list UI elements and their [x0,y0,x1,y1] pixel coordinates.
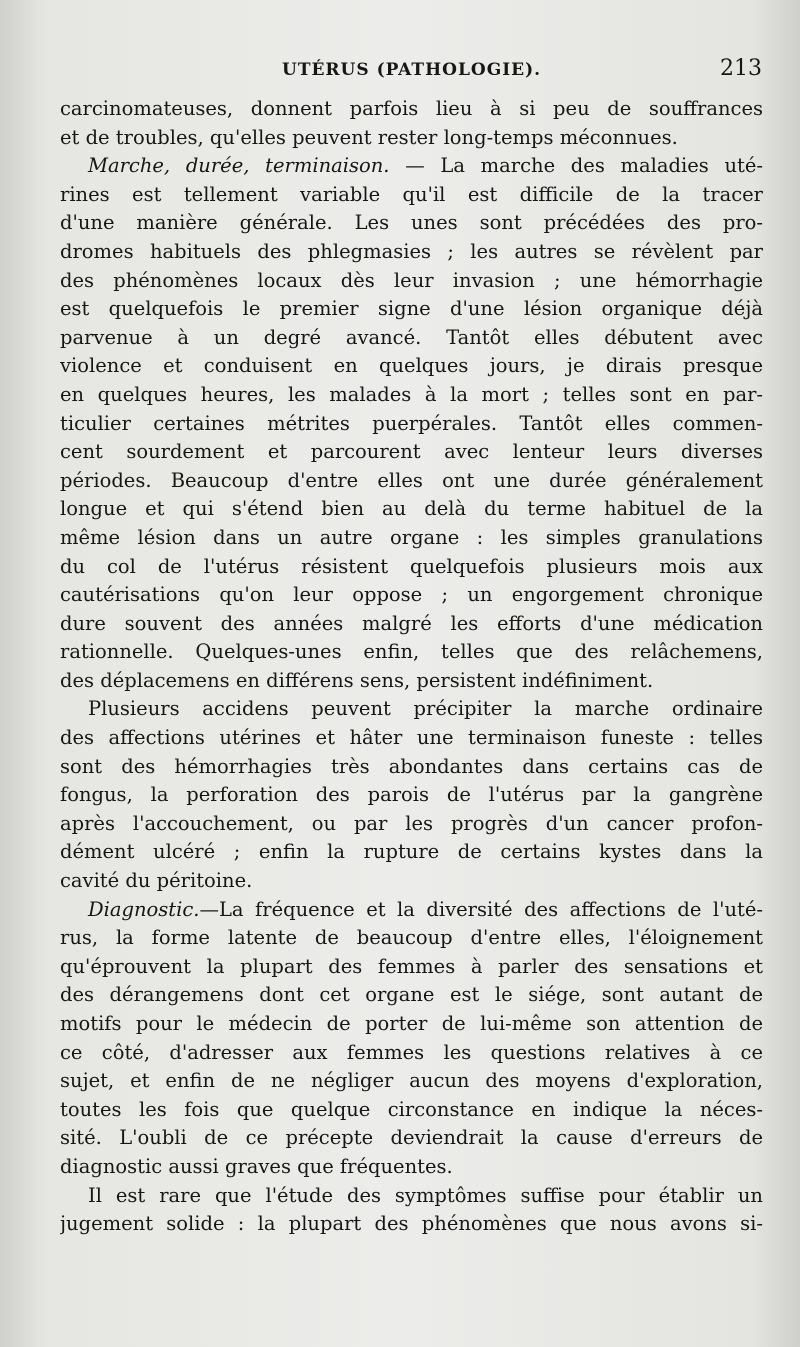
text-line: sont des hémorrhagies très abondantes dans certains cas de [60,754,763,778]
page-number: 213 [720,56,762,81]
text-line: rines est tellement variable qu'il est difficile de la tracer [60,182,763,206]
text-line: rationnelle. Quelques-unes enfin, telles que des relâchemens, [60,640,763,664]
text-line: sujet, et enfin de ne négliger aucun des moyens d'exploration, [60,1069,763,1093]
text-line: violence et conduisent en quelques jours, je dirais presque [60,354,763,378]
section-heading-diagnostic: Diagnostic. [88,897,200,921]
text-line: est quelquefois le premier signe d'une lésion organique déjà [60,297,763,321]
text-line [60,152,763,181]
text-line: cent sourdement et parcourent avec lenteur leurs diverses [60,440,763,464]
text-line: rus, la forme latente de beaucoup d'entre elles, l'éloignement [60,926,763,950]
text-line: en quelques heures, les malades à la mort ; telles sont en par- [60,382,763,406]
text-line: cautérisations qu'on leur oppose ; un engorgement chronique [60,583,763,607]
text-line: des déplacemens en différens sens, persistent indéfiniment. [60,668,654,692]
text-line: même lésion dans un autre organe : les simples granulations [60,525,763,549]
body-text [60,95,763,1239]
text-line: dément ulcéré ; enfin la rupture de certains kystes dans la [60,840,763,864]
text-line: dure souvent des années malgré les efforts d'une médication [60,611,763,635]
text-line: longue et qui s'étend bien au delà du terme habituel de la [60,497,763,521]
text-line: ticulier certaines métrites puerpérales. Tantôt elles commen- [60,411,763,435]
text-line: du col de l'utérus résistent quelquefois plusieurs mois aux [60,554,763,578]
text-line: des dérangemens dont cet organe est le siége, sont autant de [60,983,763,1007]
section-heading-marche: Marche, durée, terminaison. [88,154,390,178]
text-line: qu'éprouvent la plupart des femmes à parler des sensations et [60,954,763,978]
text-line: Plusieurs accidens peuvent précipiter la marche ordinaire [88,697,763,721]
text-line: périodes. Beaucoup d'entre elles ont une durée généralement [60,468,763,492]
text-line: parvenue à un degré avancé. Tantôt elles débutent avec [60,325,763,349]
text-line: motifs pour le médecin de porter de lui-même son attention de [60,1012,763,1035]
text-line: des phénomènes locaux dès leur invasion ; une hémorrhagie [60,268,763,292]
text-line: diagnostic aussi graves que fréquentes. [60,1154,453,1178]
running-title: UTÉRUS (PATHOLOGIE). [282,60,542,80]
text-line: et de troubles, qu'elles peuvent rester long-temps méconnues. [60,125,678,149]
text-line: fongus, la perforation des parois de l'utérus par la gangrène [60,783,763,807]
text-line [60,896,763,925]
text-line: cavité du péritoine. [60,869,253,893]
text-line: des affections utérines et hâter une terminaison funeste : telles [60,726,763,750]
text-line: Il est rare que l'étude des symptômes suffise pour établir un [88,1183,763,1207]
text-fragment: — La marche des maladies uté- [389,154,763,178]
text-line: après l'accouchement, ou par les progrès d'un cancer profon- [60,811,763,835]
page-header [62,56,762,90]
text-line: ce côté, d'adresser aux femmes les questions relatives à ce [60,1040,763,1064]
text-line: dromes habituels des phlegmasies ; les autres se révèlent par [60,239,763,263]
text-line: jugement solide : la plupart des phénomènes que nous avons si- [60,1212,763,1236]
text-line: d'une manière générale. Les unes sont précédées des pro- [60,211,763,235]
text-fragment: —La fréquence et la diversité des affections de l'uté- [199,897,763,921]
text-line: toutes les fois que quelque circonstance en indique la néces- [60,1097,763,1121]
text-line: sité. L'oubli de ce précepte deviendrait la cause d'erreurs de [60,1126,763,1150]
text-line: carcinomateuses, donnent parfois lieu à si peu de souffrances [60,97,763,120]
